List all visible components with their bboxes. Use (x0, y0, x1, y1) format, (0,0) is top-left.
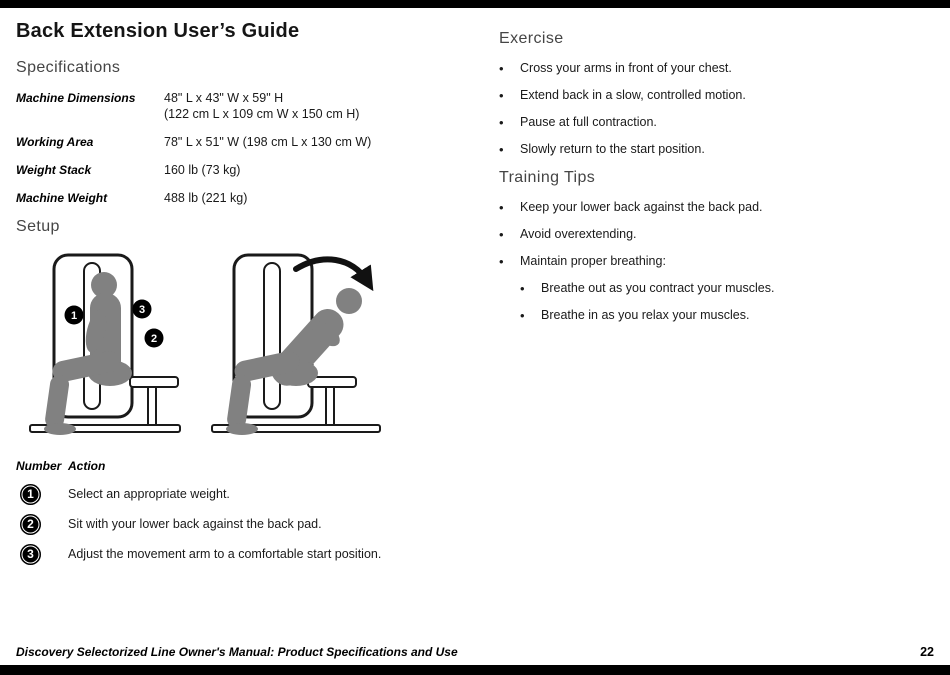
bullet-text: Extend back in a slow, controlled motion. (520, 88, 746, 102)
step-number-badge: 1 (20, 484, 41, 505)
breathing-sub-list (520, 281, 934, 324)
spec-label: Weight Stack (16, 163, 92, 177)
bullet-body (520, 254, 934, 335)
number-column-header: Number (16, 459, 62, 473)
bullet-icon (499, 88, 520, 104)
bullet-text: Breathe in as you relax your muscles. (541, 308, 750, 322)
footer-manual-title: Discovery Selectorized Line Owner's Manual: Product Specifications and Use (16, 645, 458, 659)
figure-marker-3-label: 3 (138, 304, 146, 316)
bullet-icon (499, 254, 520, 335)
setup-figure-start (18, 249, 190, 449)
list-item (499, 254, 934, 335)
spec-value: 160 lb (73 kg) (164, 163, 241, 177)
training-tips-heading: Training Tips (499, 169, 596, 186)
bullet-icon (520, 281, 541, 297)
spec-value: (122 cm L x 109 cm W x 150 cm H) (164, 107, 360, 121)
list-item (499, 61, 934, 77)
page-title: Back Extension User’s Guide (16, 20, 300, 42)
sub-list-item (520, 308, 934, 324)
exercise-heading: Exercise (499, 30, 564, 47)
bottom-border-bar (0, 665, 950, 675)
specifications-heading: Specifications (16, 59, 121, 76)
bullet-icon (499, 142, 520, 158)
figure-marker-1-label: 1 (70, 310, 78, 322)
spec-value-group (164, 90, 359, 122)
step-action-text: Adjust the movement arm to a comfortable start position. (68, 547, 382, 561)
spec-row (16, 190, 475, 206)
action-table-header (16, 459, 475, 473)
spec-label: Machine Weight (16, 191, 108, 205)
bullet-text: Keep your lower back against the back pad. (520, 200, 763, 214)
right-column (499, 18, 934, 641)
training-tips-list (499, 200, 934, 335)
page-footer (16, 645, 934, 659)
left-column (16, 18, 475, 641)
bullet-icon (499, 61, 520, 77)
step-action-text: Sit with your lower back against the back pad. (68, 517, 322, 531)
setup-figures (18, 249, 475, 449)
page-number: 22 (920, 645, 934, 659)
setup-heading: Setup (16, 218, 60, 235)
spec-row (16, 134, 475, 150)
bullet-text: Avoid overextending. (520, 227, 637, 241)
setup-step-row (16, 513, 475, 535)
figure-marker-2-label: 2 (150, 333, 158, 345)
bullet-text: Pause at full contraction. (520, 115, 657, 129)
exercise-list (499, 61, 934, 158)
spec-row (16, 162, 475, 178)
step-number-badge: 2 (20, 514, 41, 535)
top-border-bar (0, 0, 950, 8)
list-item (499, 142, 934, 158)
spec-label: Machine Dimensions (16, 91, 136, 105)
spec-row (16, 90, 475, 122)
spec-value: 48" L x 43" W x 59" H (164, 91, 284, 105)
spec-value: 488 lb (221 kg) (164, 191, 248, 205)
bullet-icon (499, 200, 520, 216)
bullet-text: Breathe out as you contract your muscles. (541, 281, 775, 295)
step-number-badge: 3 (20, 544, 41, 565)
bullet-text: Maintain proper breathing: (520, 254, 666, 268)
list-item (499, 227, 934, 243)
spec-value: 78" L x 51" W (198 cm L x 130 cm W) (164, 135, 372, 149)
bullet-text: Slowly return to the start position. (520, 142, 705, 156)
list-item (499, 115, 934, 131)
specifications-table (16, 90, 475, 206)
list-item (499, 88, 934, 104)
step-action-text: Select an appropriate weight. (68, 487, 230, 501)
setup-step-row (16, 483, 475, 505)
list-item (499, 200, 934, 216)
setup-figure-extended (204, 249, 389, 449)
sub-list-item (520, 281, 934, 297)
page-content (0, 8, 950, 641)
bullet-icon (499, 115, 520, 131)
bullet-icon (520, 308, 541, 324)
bullet-icon (499, 227, 520, 243)
action-column-header: Action (68, 459, 106, 473)
setup-step-row (16, 543, 475, 565)
spec-label: Working Area (16, 135, 94, 149)
setup-steps (16, 483, 475, 565)
bullet-text: Cross your arms in front of your chest. (520, 61, 732, 75)
